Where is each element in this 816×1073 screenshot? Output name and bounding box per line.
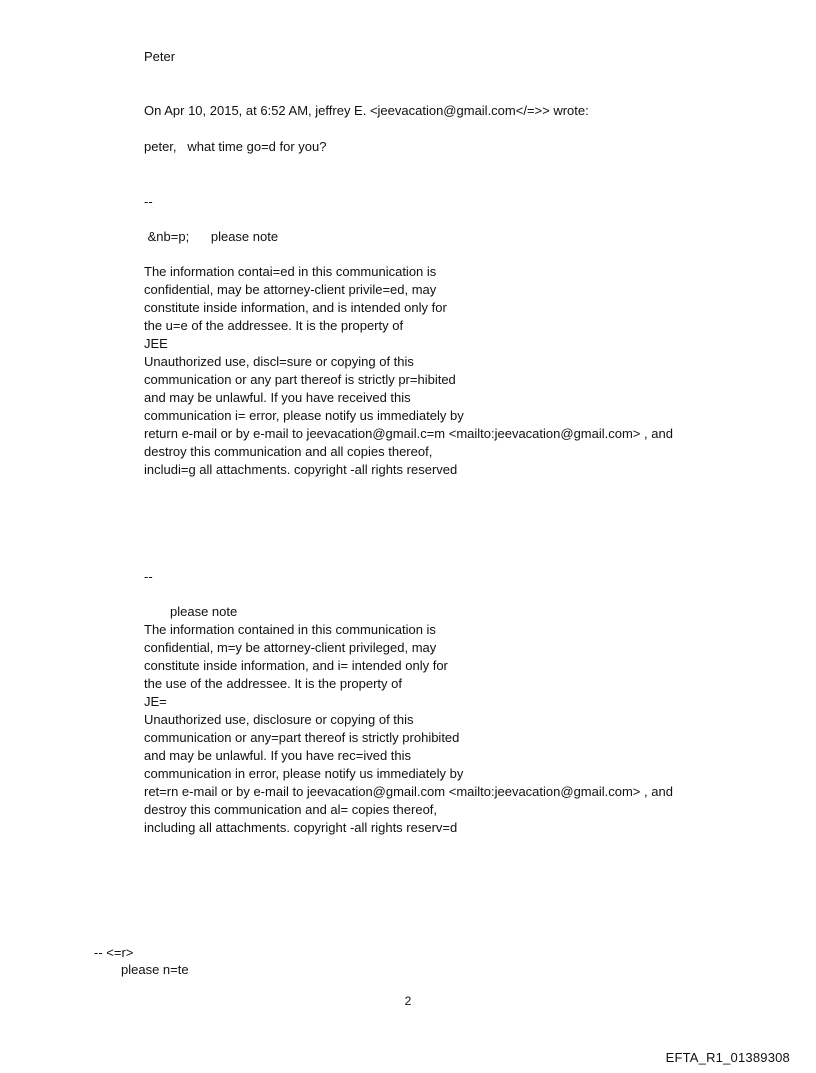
disclaimer-line: communication i= error, please notify us immediately by — [144, 408, 464, 423]
disclaimer-2 — [144, 621, 673, 837]
signoff: Peter — [144, 49, 176, 64]
disclaimer-line: confidential, may be attorney-client privile=ed, may — [144, 282, 437, 297]
disclaimer-line: return e-mail or by e-mail to jeevacation@gmail.c=m <mailto:jeevacation@gmail.com> , and — [144, 426, 673, 441]
disclaimer-line: confidential, m=y be attorney-client privileged, may — [144, 640, 437, 655]
separator-1: -- — [144, 194, 153, 209]
disclaimer-line: destroy this communication and all copies thereof, — [144, 444, 433, 459]
disclaimer-line: communication or any=part thereof is strictly prohibited — [144, 730, 460, 745]
disclaimer-line: Unauthorized use, discl=sure or copying of this — [144, 354, 414, 369]
disclaimer-line: the u=e of the addressee. It is the property of — [144, 318, 404, 333]
note-2-heading: please note — [170, 604, 238, 619]
page-number: 2 — [404, 994, 412, 1008]
note-3-heading: please n=te — [121, 962, 189, 977]
disclaimer-line: includi=g all attachments. copyright -all rights reserved — [144, 462, 458, 477]
disclaimer-line: communication or any part thereof is strictly pr=hibited — [144, 372, 456, 387]
disclaimer-line: and may be unlawful. If you have received this — [144, 390, 411, 405]
disclaimer-line: The information contained in this communication is — [144, 622, 436, 637]
disclaimer-line: and may be unlawful. If you have rec=ived this — [144, 748, 412, 763]
note-1-heading: &nb=p; please note — [144, 229, 279, 244]
disclaimer-line: JE= — [144, 694, 167, 709]
disclaimer-line: constitute inside information, and i= intended only for — [144, 658, 448, 673]
disclaimer-1 — [144, 263, 673, 479]
disclaimer-line: ret=rn e-mail or by e-mail to jeevacation@gmail.com <mailto:jeevacation@gmail.com> , and — [144, 784, 673, 799]
disclaimer-line: constitute inside information, and is intended only for — [144, 300, 447, 315]
disclaimer-line: destroy this communication and al= copies thereof, — [144, 802, 438, 817]
disclaimer-line: The information contai=ed in this communication is — [144, 264, 437, 279]
disclaimer-line: Unauthorized use, disclosure or copying of this — [144, 712, 414, 727]
separator-2: -- — [144, 569, 153, 584]
quote-header: On Apr 10, 2015, at 6:52 AM, jeffrey E. <jeevacation@gmail.com</=>> wrote: — [144, 103, 589, 118]
disclaimer-line: the use of the addressee. It is the property of — [144, 676, 402, 691]
disclaimer-line: including all attachments. copyright -all rights reserv=d — [144, 820, 458, 835]
bates-id: EFTA_R1_01389308 — [665, 1050, 790, 1065]
disclaimer-line: JEE — [144, 336, 168, 351]
message-body: peter, what time go=d for you? — [144, 139, 327, 154]
disclaimer-line: communication in error, please notify us immediately by — [144, 766, 464, 781]
separator-3: -- <=r> — [94, 945, 134, 960]
